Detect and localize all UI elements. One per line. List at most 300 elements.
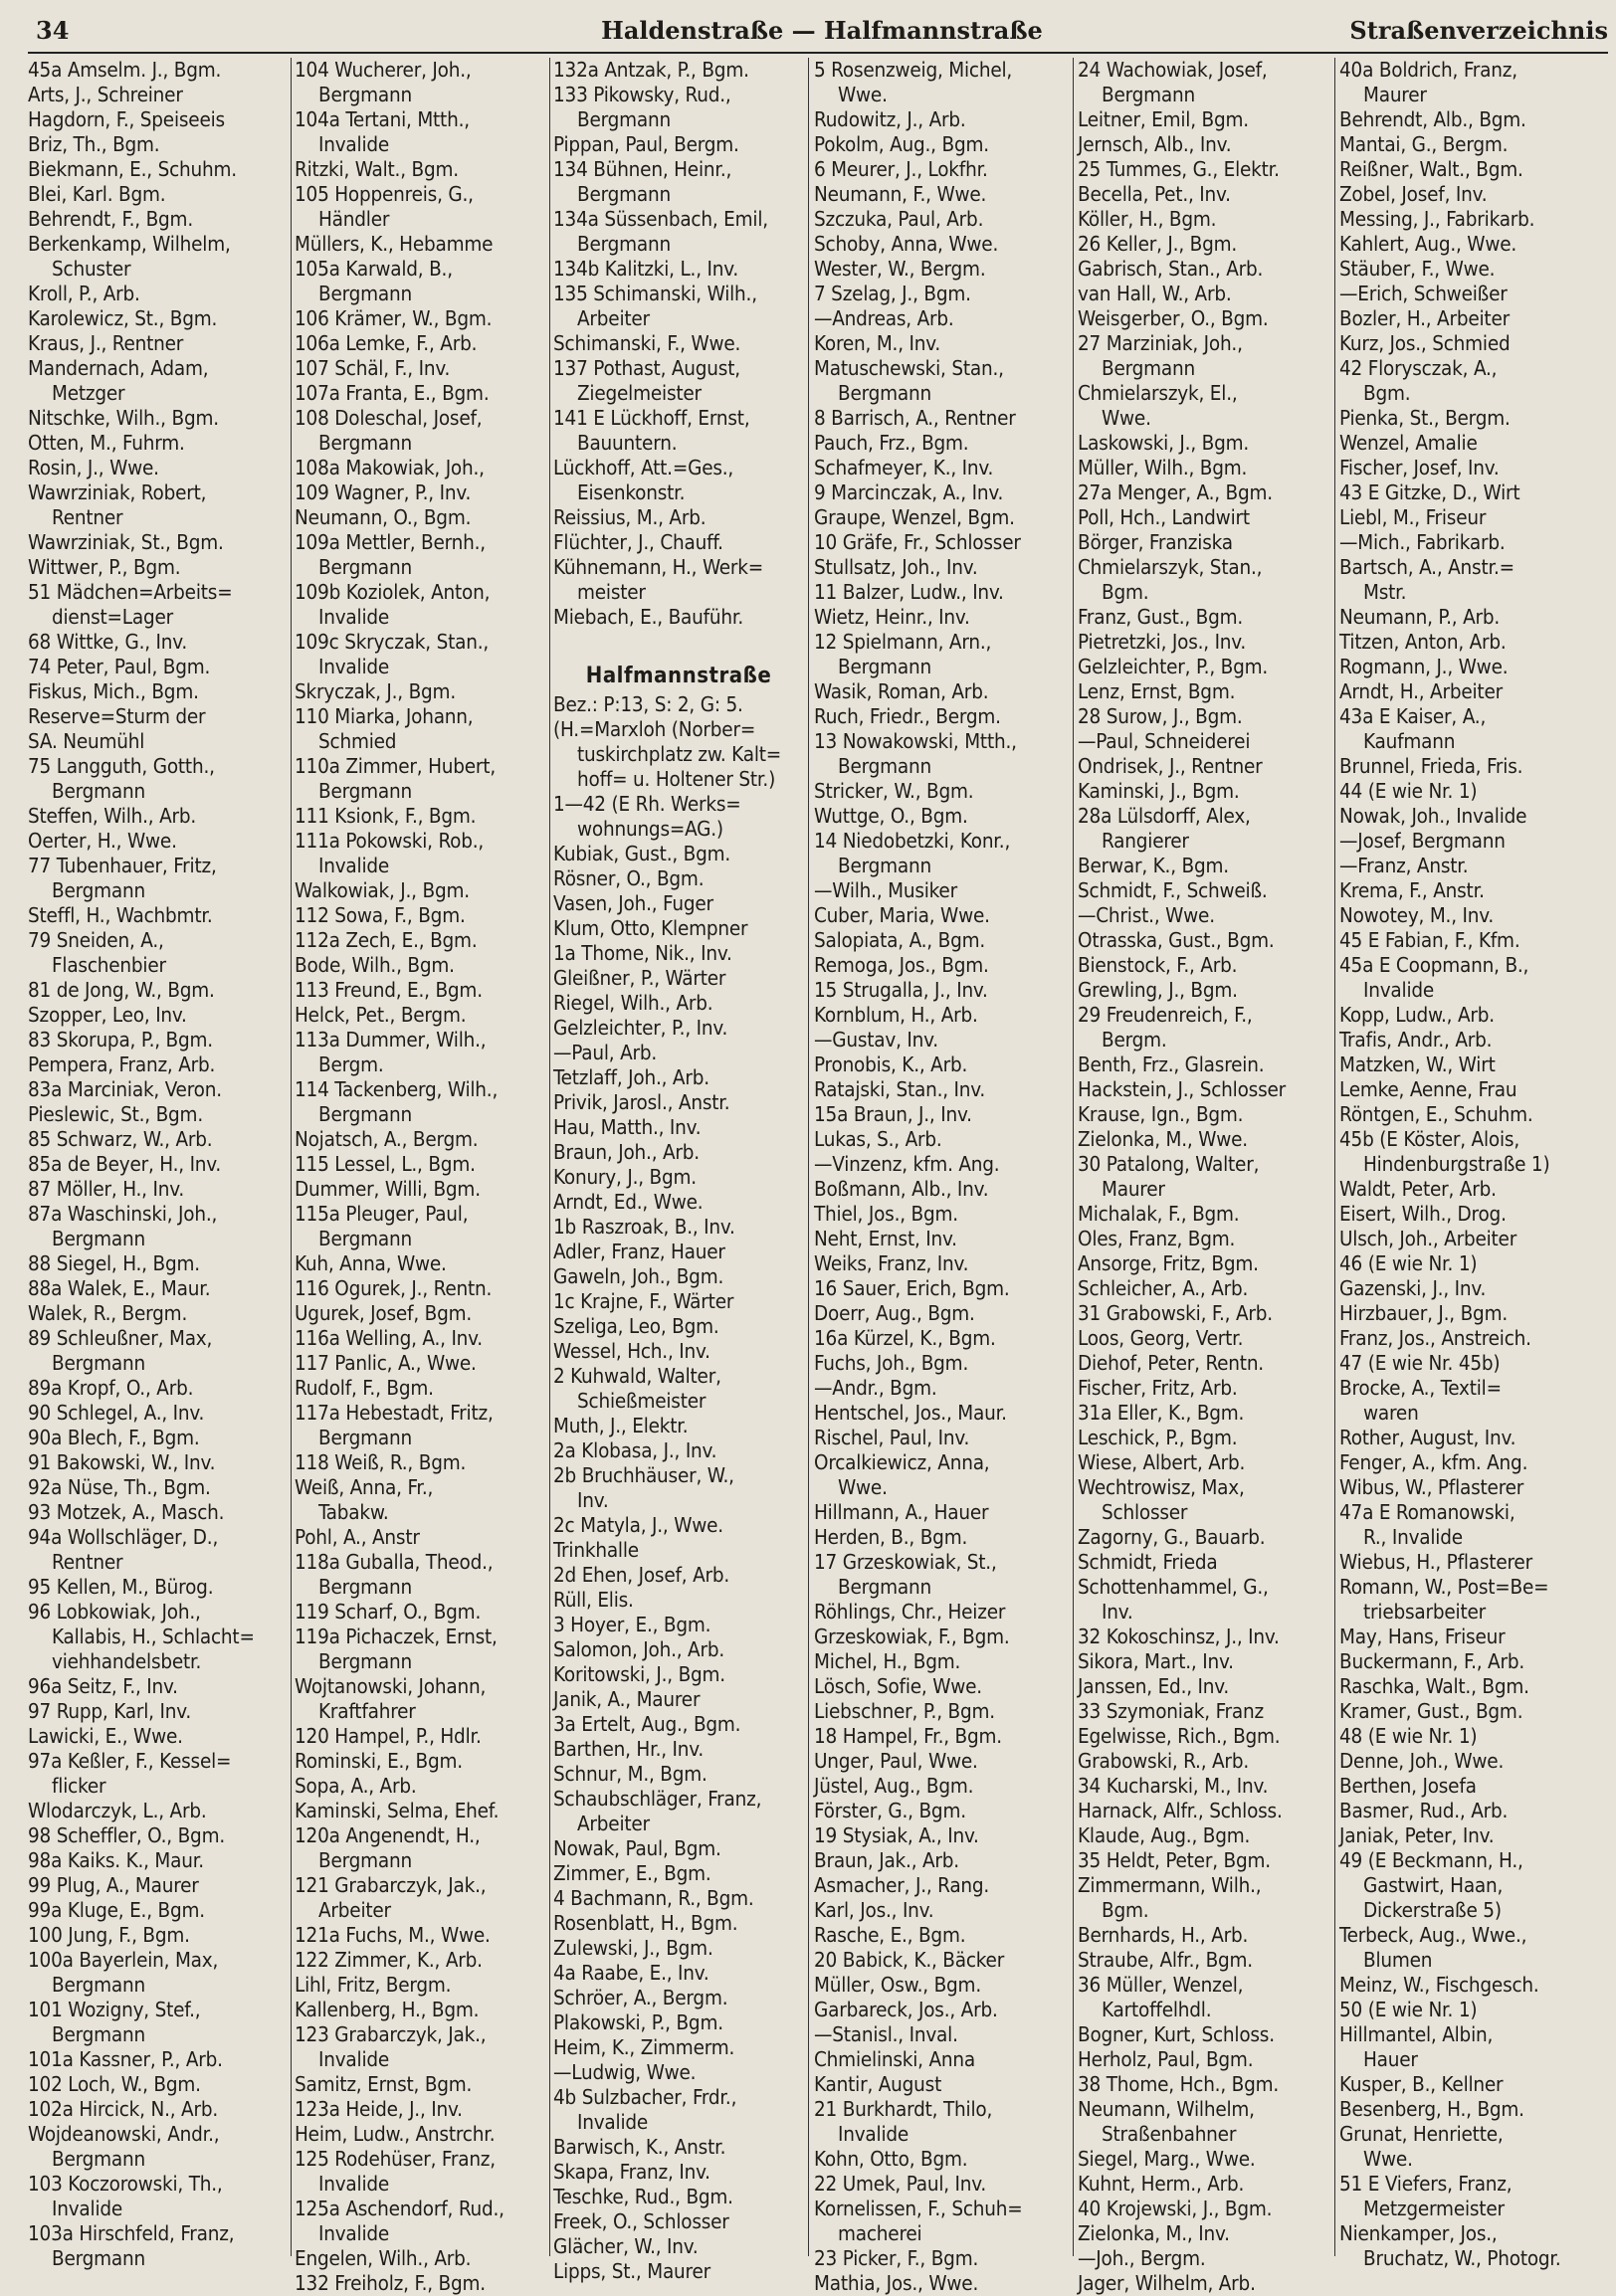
directory-entry: 83a Marciniak, Veron. bbox=[28, 1077, 222, 1101]
directory-entry: 120 Hampel, P., Hdlr. bbox=[295, 1724, 482, 1748]
page-number: 34 bbox=[36, 16, 70, 45]
directory-entry: 109c Skryczak, Stan., bbox=[295, 630, 490, 654]
directory-entry: Otrasska, Gust., Bgm. bbox=[1078, 928, 1275, 952]
directory-entry: Krause, Ign., Bgm. bbox=[1078, 1102, 1244, 1126]
directory-entry: Wawrziniak, St., Bgm. bbox=[28, 530, 224, 554]
directory-entry: 4a Raabe, E., Inv. bbox=[553, 1961, 709, 1985]
directory-entry: Wasik, Roman, Arb. bbox=[814, 679, 989, 703]
directory-entry: Bienstock, F., Arb. bbox=[1078, 953, 1238, 977]
directory-entry: Ondrisek, J., Rentner bbox=[1078, 754, 1263, 778]
directory-entry: 11 Balzer, Ludw., Inv. bbox=[814, 580, 1004, 604]
directory-entry: Besenberg, H., Bgm. bbox=[1339, 2097, 1524, 2121]
directory-entry: Boßmann, Alb., Inv. bbox=[814, 1177, 989, 1201]
column-4 bbox=[814, 58, 1069, 2295]
directory-entry: Oerter, H., Wwe. bbox=[28, 829, 177, 853]
directory-entry: 119a Pichaczek, Ernst, bbox=[295, 1625, 498, 1648]
directory-entry: 47a E Romanowski, bbox=[1339, 1500, 1515, 1524]
directory-entry: 111 Ksionk, F., Bgm. bbox=[295, 804, 477, 828]
directory-entry: Behrendt, F., Bgm. bbox=[28, 207, 193, 231]
entry-continuation: Bergmann bbox=[318, 1848, 412, 1872]
directory-entry: 87 Möller, H., Inv. bbox=[28, 1177, 184, 1201]
directory-entry: 105a Karwald, B., bbox=[295, 257, 453, 281]
entry-continuation: hoff= u. Holtener Str.) bbox=[577, 767, 776, 791]
directory-entry: Rudowitz, J., Arb. bbox=[814, 107, 966, 131]
directory-entry: 27a Menger, A., Bgm. bbox=[1078, 480, 1273, 504]
directory-entry: Gelzleichter, P., Bgm. bbox=[1078, 655, 1269, 678]
directory-entry: Privik, Jarosl., Anstr. bbox=[553, 1090, 730, 1114]
directory-entry: Kallenberg, H., Bgm. bbox=[295, 1998, 480, 2021]
directory-entry: 109a Mettler, Bernh., bbox=[295, 530, 486, 554]
directory-entry: Brocke, A., Textil= bbox=[1339, 1376, 1502, 1400]
directory-entry: Samitz, Ernst, Bgm. bbox=[295, 2072, 473, 2096]
directory-entry: Wiebus, H., Pflasterer bbox=[1339, 1550, 1532, 1574]
directory-entry: 90a Blech, F., Bgm. bbox=[28, 1426, 200, 1449]
entry-continuation: Bergmann bbox=[577, 182, 671, 206]
directory-entry: Plakowski, P., Bgm. bbox=[553, 2010, 723, 2034]
directory-entry: Nienkamper, Jos., bbox=[1339, 2221, 1498, 2245]
directory-entry: Müllers, K., Hebamme bbox=[295, 232, 494, 256]
directory-entry: Koren, M., Inv. bbox=[814, 331, 941, 355]
directory-entry: 4 Bachmann, R., Bgm. bbox=[553, 1886, 754, 1910]
entry-continuation: Arbeiter bbox=[577, 306, 650, 330]
directory-entry: Stäuber, F., Wwe. bbox=[1339, 257, 1496, 281]
entry-continuation: Rangierer bbox=[1102, 829, 1189, 853]
directory-entry: Lösch, Sofie, Wwe. bbox=[814, 1674, 982, 1698]
entry-continuation: Bauuntern. bbox=[577, 431, 678, 455]
directory-entry: Stricker, W., Bgm. bbox=[814, 779, 974, 803]
page-header bbox=[36, 16, 1608, 52]
directory-entry: 102a Hircick, N., Arb. bbox=[28, 2097, 218, 2121]
directory-entry: Kopp, Ludw., Arb. bbox=[1339, 1003, 1495, 1027]
directory-entry: Janssen, Ed., Inv. bbox=[1078, 1674, 1230, 1698]
directory-entry: Blei, Karl. Bgm. bbox=[28, 182, 166, 206]
directory-entry: 24 Wachowiak, Josef, bbox=[1078, 58, 1268, 82]
directory-entry: Arndt, H., Arbeiter bbox=[1339, 679, 1503, 703]
directory-entry: 117a Hebestadt, Fritz, bbox=[295, 1401, 494, 1425]
directory-entry: Mantai, G., Bergm. bbox=[1339, 132, 1509, 156]
entry-continuation: Bgm. bbox=[1102, 580, 1149, 604]
directory-entry: Messing, J., Fabrikarb. bbox=[1339, 207, 1535, 231]
entry-continuation: Bergmann bbox=[318, 431, 412, 455]
directory-entry: 125a Aschendorf, Rud., bbox=[295, 2197, 505, 2220]
directory-entry: Oles, Franz, Bgm. bbox=[1078, 1227, 1236, 1250]
entry-continuation: Invalide bbox=[318, 2172, 390, 2196]
directory-entry: —Andr., Bgm. bbox=[814, 1376, 937, 1400]
directory-entry: 19 Stysiak, A., Inv. bbox=[814, 1823, 979, 1847]
directory-entry: 9 Marcinczak, A., Inv. bbox=[814, 480, 1004, 504]
directory-entry: Szopper, Leo, Inv. bbox=[28, 1003, 187, 1027]
directory-entry: Waldt, Peter, Arb. bbox=[1339, 1177, 1497, 1201]
directory-entry: 28a Lülsdorff, Alex, bbox=[1078, 804, 1251, 828]
column-2 bbox=[295, 58, 547, 2295]
directory-entry: Wlodarczyk, L., Arb. bbox=[28, 1799, 207, 1822]
directory-entry: Kahlert, Aug., Wwe. bbox=[1339, 232, 1517, 256]
entry-continuation: Hauer bbox=[1363, 2047, 1418, 2071]
entry-continuation: Kartoffelhdl. bbox=[1102, 1998, 1212, 2021]
directory-entry: Rogmann, J., Wwe. bbox=[1339, 655, 1509, 678]
header-rule bbox=[28, 52, 1608, 54]
directory-entry: 21 Burkhardt, Thilo, bbox=[814, 2097, 993, 2121]
entry-continuation: Bergm. bbox=[318, 1052, 384, 1076]
entry-continuation: Kraftfahrer bbox=[318, 1699, 416, 1723]
directory-entry: 104 Wucherer, Joh., bbox=[295, 58, 472, 82]
directory-entry: 38 Thome, Hch., Bgm. bbox=[1078, 2072, 1280, 2096]
directory-entry: Raschka, Walt., Bgm. bbox=[1339, 1674, 1529, 1698]
directory-entry: —Stanisl., Inval. bbox=[814, 2022, 958, 2046]
directory-entry: Arts, J., Schreiner bbox=[28, 83, 183, 106]
entry-continuation: Invalide bbox=[318, 655, 390, 678]
directory-entry: Lukas, S., Arb. bbox=[814, 1127, 942, 1151]
entry-continuation: Händler bbox=[318, 207, 390, 231]
directory-entry: Gelzleichter, P., Inv. bbox=[553, 1016, 728, 1040]
directory-entry: Kuh, Anna, Wwe. bbox=[295, 1251, 447, 1275]
directory-entry: Reißner, Walt., Bgm. bbox=[1339, 157, 1523, 181]
entry-continuation: Invalide bbox=[318, 605, 390, 629]
entry-continuation: Rentner bbox=[52, 505, 123, 529]
directory-entry: Janiak, Peter, Inv. bbox=[1339, 1823, 1495, 1847]
directory-entry: 51 Mädchen=Arbeits= bbox=[28, 580, 233, 604]
directory-entry: Kaminski, Selma, Ehef. bbox=[295, 1799, 500, 1822]
directory-entry: Röntgen, E., Schuhm. bbox=[1339, 1102, 1533, 1126]
directory-entry: Benth, Frz., Glasrein. bbox=[1078, 1052, 1265, 1076]
directory-entry: Gazenski, J., Inv. bbox=[1339, 1276, 1487, 1300]
directory-entry: —Christ., Wwe. bbox=[1078, 903, 1215, 927]
directory-entry: Salopiata, A., Bgm. bbox=[814, 928, 986, 952]
directory-entry: Wessel, Hch., Inv. bbox=[553, 1339, 710, 1363]
directory-entry: 99a Kluge, E., Bgm. bbox=[28, 1898, 205, 1922]
directory-entry: Berthen, Josefa bbox=[1339, 1774, 1477, 1798]
directory-entry: Pronobis, K., Arb. bbox=[814, 1052, 968, 1076]
directory-entry: Konury, J., Bgm. bbox=[553, 1165, 697, 1189]
directory-entry: Remoga, Jos., Bgm. bbox=[814, 953, 989, 977]
directory-entry: Schmidt, F., Schweiß. bbox=[1078, 878, 1268, 902]
directory-entry: Flüchter, J., Chauff. bbox=[553, 530, 723, 554]
directory-entry: Dummer, Willi, Bgm. bbox=[295, 1177, 481, 1201]
directory-entry: 88 Siegel, H., Bgm. bbox=[28, 1251, 200, 1275]
directory-entry: 98a Kaiks. K., Maur. bbox=[28, 1848, 204, 1872]
section-title: Straßenverzeichnis bbox=[1349, 16, 1608, 45]
directory-entry: Riegel, Wilh., Arb. bbox=[553, 991, 713, 1015]
directory-entry: Jüstel, Aug., Bgm. bbox=[814, 1774, 974, 1798]
directory-entry: Lemke, Aenne, Frau bbox=[1339, 1077, 1517, 1101]
entry-continuation: macherei bbox=[838, 2221, 922, 2245]
entry-continuation: Blumen bbox=[1363, 1948, 1433, 1972]
entry-continuation: Bergmann bbox=[318, 1227, 412, 1250]
directory-entry: 118a Guballa, Theod., bbox=[295, 1550, 494, 1574]
directory-entry: Schmidt, Frieda bbox=[1078, 1550, 1218, 1574]
directory-entry: Zulewski, J., Bgm. bbox=[553, 1936, 713, 1960]
directory-entry: 40 Krojewski, J., Bgm. bbox=[1078, 2197, 1273, 2220]
entry-continuation: triebsarbeiter bbox=[1363, 1600, 1487, 1624]
directory-entry: 7 Szelag, J., Bgm. bbox=[814, 282, 971, 305]
directory-entry: Nowak, Joh., Invalide bbox=[1339, 804, 1527, 828]
directory-entry: 110 Miarka, Johann, bbox=[295, 704, 474, 728]
column-divider bbox=[549, 58, 550, 2256]
directory-entry: 36 Müller, Wenzel, bbox=[1078, 1973, 1244, 1997]
directory-entry: 132a Antzak, P., Bgm. bbox=[553, 58, 749, 82]
directory-entry: Schleicher, A., Arb. bbox=[1078, 1276, 1249, 1300]
directory-entry: 121a Fuchs, M., Wwe. bbox=[295, 1923, 491, 1947]
entry-continuation: Bgm. bbox=[1102, 1898, 1149, 1922]
directory-entry: Schaubschläger, Franz, bbox=[553, 1787, 762, 1811]
directory-entry: Ruch, Friedr., Bergm. bbox=[814, 704, 1001, 728]
directory-entry: Teschke, Rud., Bgm. bbox=[553, 2185, 733, 2208]
directory-entry: Sopa, A., Arb. bbox=[295, 1774, 417, 1798]
directory-entry: Herden, B., Bgm. bbox=[814, 1525, 968, 1549]
directory-entry: 77 Tubenhauer, Fritz, bbox=[28, 854, 217, 877]
directory-entry: —Josef, Bergmann bbox=[1339, 829, 1506, 853]
directory-entry: 95 Kellen, M., Bürog. bbox=[28, 1575, 214, 1599]
directory-entry: Kramer, Gust., Bgm. bbox=[1339, 1699, 1523, 1723]
directory-entry: Cuber, Maria, Wwe. bbox=[814, 903, 990, 927]
directory-entry: 102 Loch, W., Bgm. bbox=[28, 2072, 201, 2096]
directory-entry: Schimanski, F., Wwe. bbox=[553, 331, 741, 355]
directory-entry: —Erich, Schweißer bbox=[1339, 282, 1508, 305]
directory-entry: Pokolm, Aug., Bgm. bbox=[814, 132, 989, 156]
directory-entry: Sikora, Mart., Inv. bbox=[1078, 1649, 1234, 1673]
directory-entry: —Joh., Bergm. bbox=[1078, 2246, 1206, 2270]
directory-entry: Kühnemann, H., Werk= bbox=[553, 555, 764, 579]
directory-entry: Loos, Georg, Vertr. bbox=[1078, 1326, 1244, 1350]
directory-entry: Lawicki, E., Wwe. bbox=[28, 1724, 183, 1748]
entry-continuation: viehhandelsbetr. bbox=[52, 1649, 202, 1673]
directory-entry: Rüll, Elis. bbox=[553, 1588, 634, 1612]
directory-entry: 105 Hoppenreis, G., bbox=[295, 182, 474, 206]
directory-entry: 108 Doleschal, Josef, bbox=[295, 406, 483, 430]
directory-entry: Köller, H., Bgm. bbox=[1078, 207, 1217, 231]
directory-entry: 44 (E wie Nr. 1) bbox=[1339, 779, 1478, 803]
entry-continuation: Invalide bbox=[52, 2197, 123, 2220]
directory-entry: 31 Grabowski, F., Arb. bbox=[1078, 1301, 1273, 1325]
directory-entry: 123 Grabarczyk, Jak., bbox=[295, 2022, 487, 2046]
directory-entry: 107a Franta, E., Bgm. bbox=[295, 381, 490, 405]
directory-entry: Bozler, H., Arbeiter bbox=[1339, 306, 1510, 330]
directory-entry: Reissius, M., Arb. bbox=[553, 505, 707, 529]
directory-entry: SA. Neumühl bbox=[28, 729, 145, 753]
column-divider bbox=[1073, 58, 1074, 2256]
directory-entry: Brunnel, Frieda, Fris. bbox=[1339, 754, 1523, 778]
directory-entry: 116 Ogurek, J., Rentn. bbox=[295, 1276, 493, 1300]
entry-continuation: Bergmann bbox=[838, 754, 931, 778]
entry-continuation: Arbeiter bbox=[577, 1812, 650, 1835]
directory-entry: Kornelissen, F., Schuh= bbox=[814, 2197, 1023, 2220]
directory-entry: 4b Sulzbacher, Frdr., bbox=[553, 2085, 737, 2109]
directory-entry: Titzen, Anton, Arb. bbox=[1339, 630, 1507, 654]
directory-entry: 45a E Coopmann, B., bbox=[1339, 953, 1529, 977]
directory-entry: 101a Kassner, P., Arb. bbox=[28, 2047, 223, 2071]
directory-entry: 23 Picker, F., Bgm. bbox=[814, 2246, 979, 2270]
directory-entry: Barthen, Hr., Inv. bbox=[553, 1737, 705, 1761]
directory-entry: Miebach, E., Bauführ. bbox=[553, 605, 744, 629]
directory-entry: Gaweln, Joh., Bgm. bbox=[553, 1264, 724, 1288]
entry-continuation: Wwe. bbox=[838, 83, 888, 106]
entry-continuation: Eisenkonstr. bbox=[577, 480, 686, 504]
entry-continuation: Flaschenbier bbox=[52, 953, 166, 977]
directory-entry: Hagdorn, F., Speiseeis bbox=[28, 107, 225, 131]
directory-entry: 8 Barrisch, A., Rentner bbox=[814, 406, 1016, 430]
directory-entry: Weiks, Franz, Inv. bbox=[814, 1251, 969, 1275]
entry-continuation: Wwe. bbox=[1102, 406, 1151, 430]
directory-entry: 104a Tertani, Mtth., bbox=[295, 107, 470, 131]
directory-entry: Wittwer, P., Bgm. bbox=[28, 555, 181, 579]
entry-continuation: Bergmann bbox=[1102, 356, 1195, 380]
directory-entry: Arndt, Ed., Wwe. bbox=[553, 1190, 704, 1214]
directory-entry: 87a Waschinski, Joh., bbox=[28, 1202, 218, 1226]
directory-entry: 1c Krajne, F., Wärter bbox=[553, 1289, 734, 1313]
directory-entry: —Paul, Schneiderei bbox=[1078, 729, 1251, 753]
directory-entry: 40a Boldrich, Franz, bbox=[1339, 58, 1517, 82]
column-divider bbox=[291, 58, 292, 2256]
entry-continuation: Bergmann bbox=[52, 2147, 145, 2171]
entry-continuation: Wwe. bbox=[838, 1475, 888, 1499]
directory-entry: Fuchs, Joh., Bgm. bbox=[814, 1351, 969, 1375]
directory-entry: Röhlings, Chr., Heizer bbox=[814, 1600, 1006, 1624]
directory-entry: 46 (E wie Nr. 1) bbox=[1339, 1251, 1478, 1275]
directory-entry: Tetzlaff, Joh., Arb. bbox=[553, 1065, 709, 1089]
directory-entry: Kroll, P., Arb. bbox=[28, 282, 140, 305]
directory-entry: 6 Meurer, J., Lokfhr. bbox=[814, 157, 988, 181]
entry-continuation: Bergmann bbox=[838, 854, 931, 877]
directory-entry: Müller, Osw., Bgm. bbox=[814, 1973, 981, 1997]
directory-entry: 74 Peter, Paul, Bgm. bbox=[28, 655, 211, 678]
directory-entry: Skapa, Franz, Inv. bbox=[553, 2160, 710, 2184]
directory-entry: Hentschel, Jos., Maur. bbox=[814, 1401, 1007, 1425]
directory-entry: Ratajski, Stan., Inv. bbox=[814, 1077, 986, 1101]
entry-continuation: Bergmann bbox=[52, 1351, 145, 1375]
directory-entry: Chmielarszyk, El., bbox=[1078, 381, 1238, 405]
entry-continuation: Schlosser bbox=[1102, 1500, 1188, 1524]
entry-continuation: Bergmann bbox=[318, 779, 412, 803]
directory-entry: Asmacher, J., Rang. bbox=[814, 1873, 990, 1897]
directory-entry: Pietretzki, Jos., Inv. bbox=[1078, 630, 1247, 654]
directory-entry: Berkenkamp, Wilhelm, bbox=[28, 232, 231, 256]
directory-entry: 134 Bühnen, Heinr., bbox=[553, 157, 732, 181]
directory-entry: Adler, Franz, Hauer bbox=[553, 1240, 725, 1263]
directory-entry: Rominski, E., Bgm. bbox=[295, 1749, 463, 1773]
directory-entry: 17 Grzeskowiak, St., bbox=[814, 1550, 997, 1574]
directory-entry: 10 Gräfe, Fr., Schlosser bbox=[814, 530, 1021, 554]
directory-entry: 115a Pleuger, Paul, bbox=[295, 1202, 469, 1226]
entry-continuation: Bergmann bbox=[577, 107, 671, 131]
directory-entry: Wenzel, Amalie bbox=[1339, 431, 1478, 455]
directory-entry: 134b Kalitzki, L., Inv. bbox=[553, 257, 739, 281]
directory-entry: Terbeck, Aug., Wwe., bbox=[1339, 1923, 1527, 1947]
directory-entry: 110a Zimmer, Hubert, bbox=[295, 754, 496, 778]
directory-entry: Hillmann, A., Hauer bbox=[814, 1500, 989, 1524]
entry-continuation: Gastwirt, Haan, bbox=[1363, 1873, 1504, 1897]
entry-continuation: Inv. bbox=[577, 1488, 609, 1512]
directory-entry: Franz, Gust., Bgm. bbox=[1078, 605, 1244, 629]
entry-continuation: Inv. bbox=[1102, 1600, 1133, 1624]
directory-entry: 1a Thome, Nik., Inv. bbox=[553, 941, 732, 965]
directory-entry: Nojatsch, A., Bergm. bbox=[295, 1127, 479, 1151]
entry-continuation: Maurer bbox=[1363, 83, 1427, 106]
directory-entry: Matuschewski, Stan., bbox=[814, 356, 1004, 380]
directory-entry: Steffen, Wilh., Arb. bbox=[28, 804, 197, 828]
directory-entry: 103a Hirschfeld, Franz, bbox=[28, 2221, 235, 2245]
directory-entry: Pempera, Franz, Arb. bbox=[28, 1052, 216, 1076]
entry-continuation: Hindenburgstraße 1) bbox=[1363, 1152, 1550, 1176]
column-divider bbox=[808, 58, 809, 2256]
directory-entry: Salomon, Joh., Arb. bbox=[553, 1637, 725, 1661]
directory-entry: Weiß, Anna, Fr., bbox=[295, 1475, 434, 1499]
directory-entry: 35 Heldt, Peter, Bgm. bbox=[1078, 1848, 1271, 1872]
directory-entry: Rosin, J., Wwe. bbox=[28, 456, 159, 479]
directory-entry: 106 Krämer, W., Bgm. bbox=[295, 306, 493, 330]
directory-entry: Wiese, Albert, Arb. bbox=[1078, 1450, 1246, 1474]
directory-entry: 123a Heide, J., Inv. bbox=[295, 2097, 463, 2121]
directory-entry: Siegel, Marg., Wwe. bbox=[1078, 2147, 1256, 2171]
directory-entry: Fiskus, Mich., Bgm. bbox=[28, 679, 199, 703]
directory-entry: 112a Zech, E., Bgm. bbox=[295, 928, 478, 952]
directory-entry: Zielonka, M., Wwe. bbox=[1078, 1127, 1248, 1151]
entry-continuation: Bergmann bbox=[838, 381, 931, 405]
directory-entry: Chmielinski, Anna bbox=[814, 2047, 975, 2071]
directory-entry: 49 (E Beckmann, H., bbox=[1339, 1848, 1523, 1872]
directory-entry: Börger, Franziska bbox=[1078, 530, 1233, 554]
directory-entry: —Gustav, Inv. bbox=[814, 1028, 938, 1052]
entry-continuation: waren bbox=[1363, 1401, 1419, 1425]
directory-entry: Nitschke, Wilh., Bgm. bbox=[28, 406, 219, 430]
entry-continuation: Metzgermeister bbox=[1363, 2197, 1505, 2220]
directory-entry: 134a Süssenbach, Emil, bbox=[553, 207, 768, 231]
entry-continuation: Invalide bbox=[577, 2110, 649, 2134]
directory-entry: May, Hans, Friseur bbox=[1339, 1625, 1506, 1648]
column-5 bbox=[1078, 58, 1330, 2295]
directory-entry: 12 Spielmann, Arn., bbox=[814, 630, 992, 654]
page-title: Haldenstraße — Halfmannstraße bbox=[601, 16, 1043, 45]
directory-entry: Hackstein, J., Schlosser bbox=[1078, 1077, 1287, 1101]
directory-entry: 2d Ehen, Josef, Arb. bbox=[553, 1563, 730, 1587]
directory-entry: Bartsch, A., Anstr.= bbox=[1339, 555, 1515, 579]
directory-entry: Szczuka, Paul, Arb. bbox=[814, 207, 984, 231]
directory-entry: Hau, Matth., Inv. bbox=[553, 1115, 702, 1139]
entry-continuation: Bergmann bbox=[52, 878, 145, 902]
directory-entry: 13 Nowakowski, Mtth., bbox=[814, 729, 1017, 753]
directory-entry: Poll, Hch., Landwirt bbox=[1078, 505, 1250, 529]
directory-entry: 45b (E Köster, Alois, bbox=[1339, 1127, 1519, 1151]
directory-entry: Jager, Wilhelm, Arb. bbox=[1078, 2271, 1256, 2295]
directory-entry: 48 (E wie Nr. 1) bbox=[1339, 1724, 1478, 1748]
directory-entry: Mandernach, Adam, bbox=[28, 356, 209, 380]
directory-entry: Herholz, Paul, Bgm. bbox=[1078, 2047, 1254, 2071]
directory-entry: Kaminski, J., Bgm. bbox=[1078, 779, 1240, 803]
directory-entry: 88a Walek, E., Maur. bbox=[28, 1276, 211, 1300]
directory-entry: 122 Zimmer, K., Arb. bbox=[295, 1948, 483, 1972]
directory-entry: Gabrisch, Stan., Arb. bbox=[1078, 257, 1264, 281]
directory-entry: Reserve=Sturm der bbox=[28, 704, 206, 728]
directory-entry: Ulsch, Joh., Arbeiter bbox=[1339, 1227, 1517, 1250]
directory-entry: Rudolf, F., Bgm. bbox=[295, 1376, 434, 1400]
directory-entry: 112 Sowa, F., Bgm. bbox=[295, 903, 466, 927]
spacer bbox=[553, 630, 804, 650]
entry-continuation: flicker bbox=[52, 1774, 106, 1798]
directory-entry: 27 Marziniak, Joh., bbox=[1078, 331, 1243, 355]
directory-entry: Stullsatz, Joh., Inv. bbox=[814, 555, 978, 579]
directory-entry: Matzken, W., Wirt bbox=[1339, 1052, 1496, 1076]
entry-continuation: Arbeiter bbox=[318, 1898, 391, 1922]
entry-continuation: Invalide bbox=[838, 2122, 909, 2146]
directory-entry: Steffl, H., Wachbmtr. bbox=[28, 903, 213, 927]
entry-continuation: Bergm. bbox=[1102, 1028, 1167, 1052]
directory-entry: Rasche, E., Bgm. bbox=[814, 1923, 966, 1947]
directory-entry: Zobel, Josef, Inv. bbox=[1339, 182, 1488, 206]
column-3 bbox=[553, 58, 804, 2283]
directory-entry: 43 E Gitzke, D., Wirt bbox=[1339, 480, 1520, 504]
directory-entry: 5 Rosenzweig, Michel, bbox=[814, 58, 1013, 82]
directory-entry: Braun, Joh., Arb. bbox=[553, 1140, 700, 1164]
entry-continuation: Bruchatz, W., Photogr. bbox=[1363, 2246, 1561, 2270]
